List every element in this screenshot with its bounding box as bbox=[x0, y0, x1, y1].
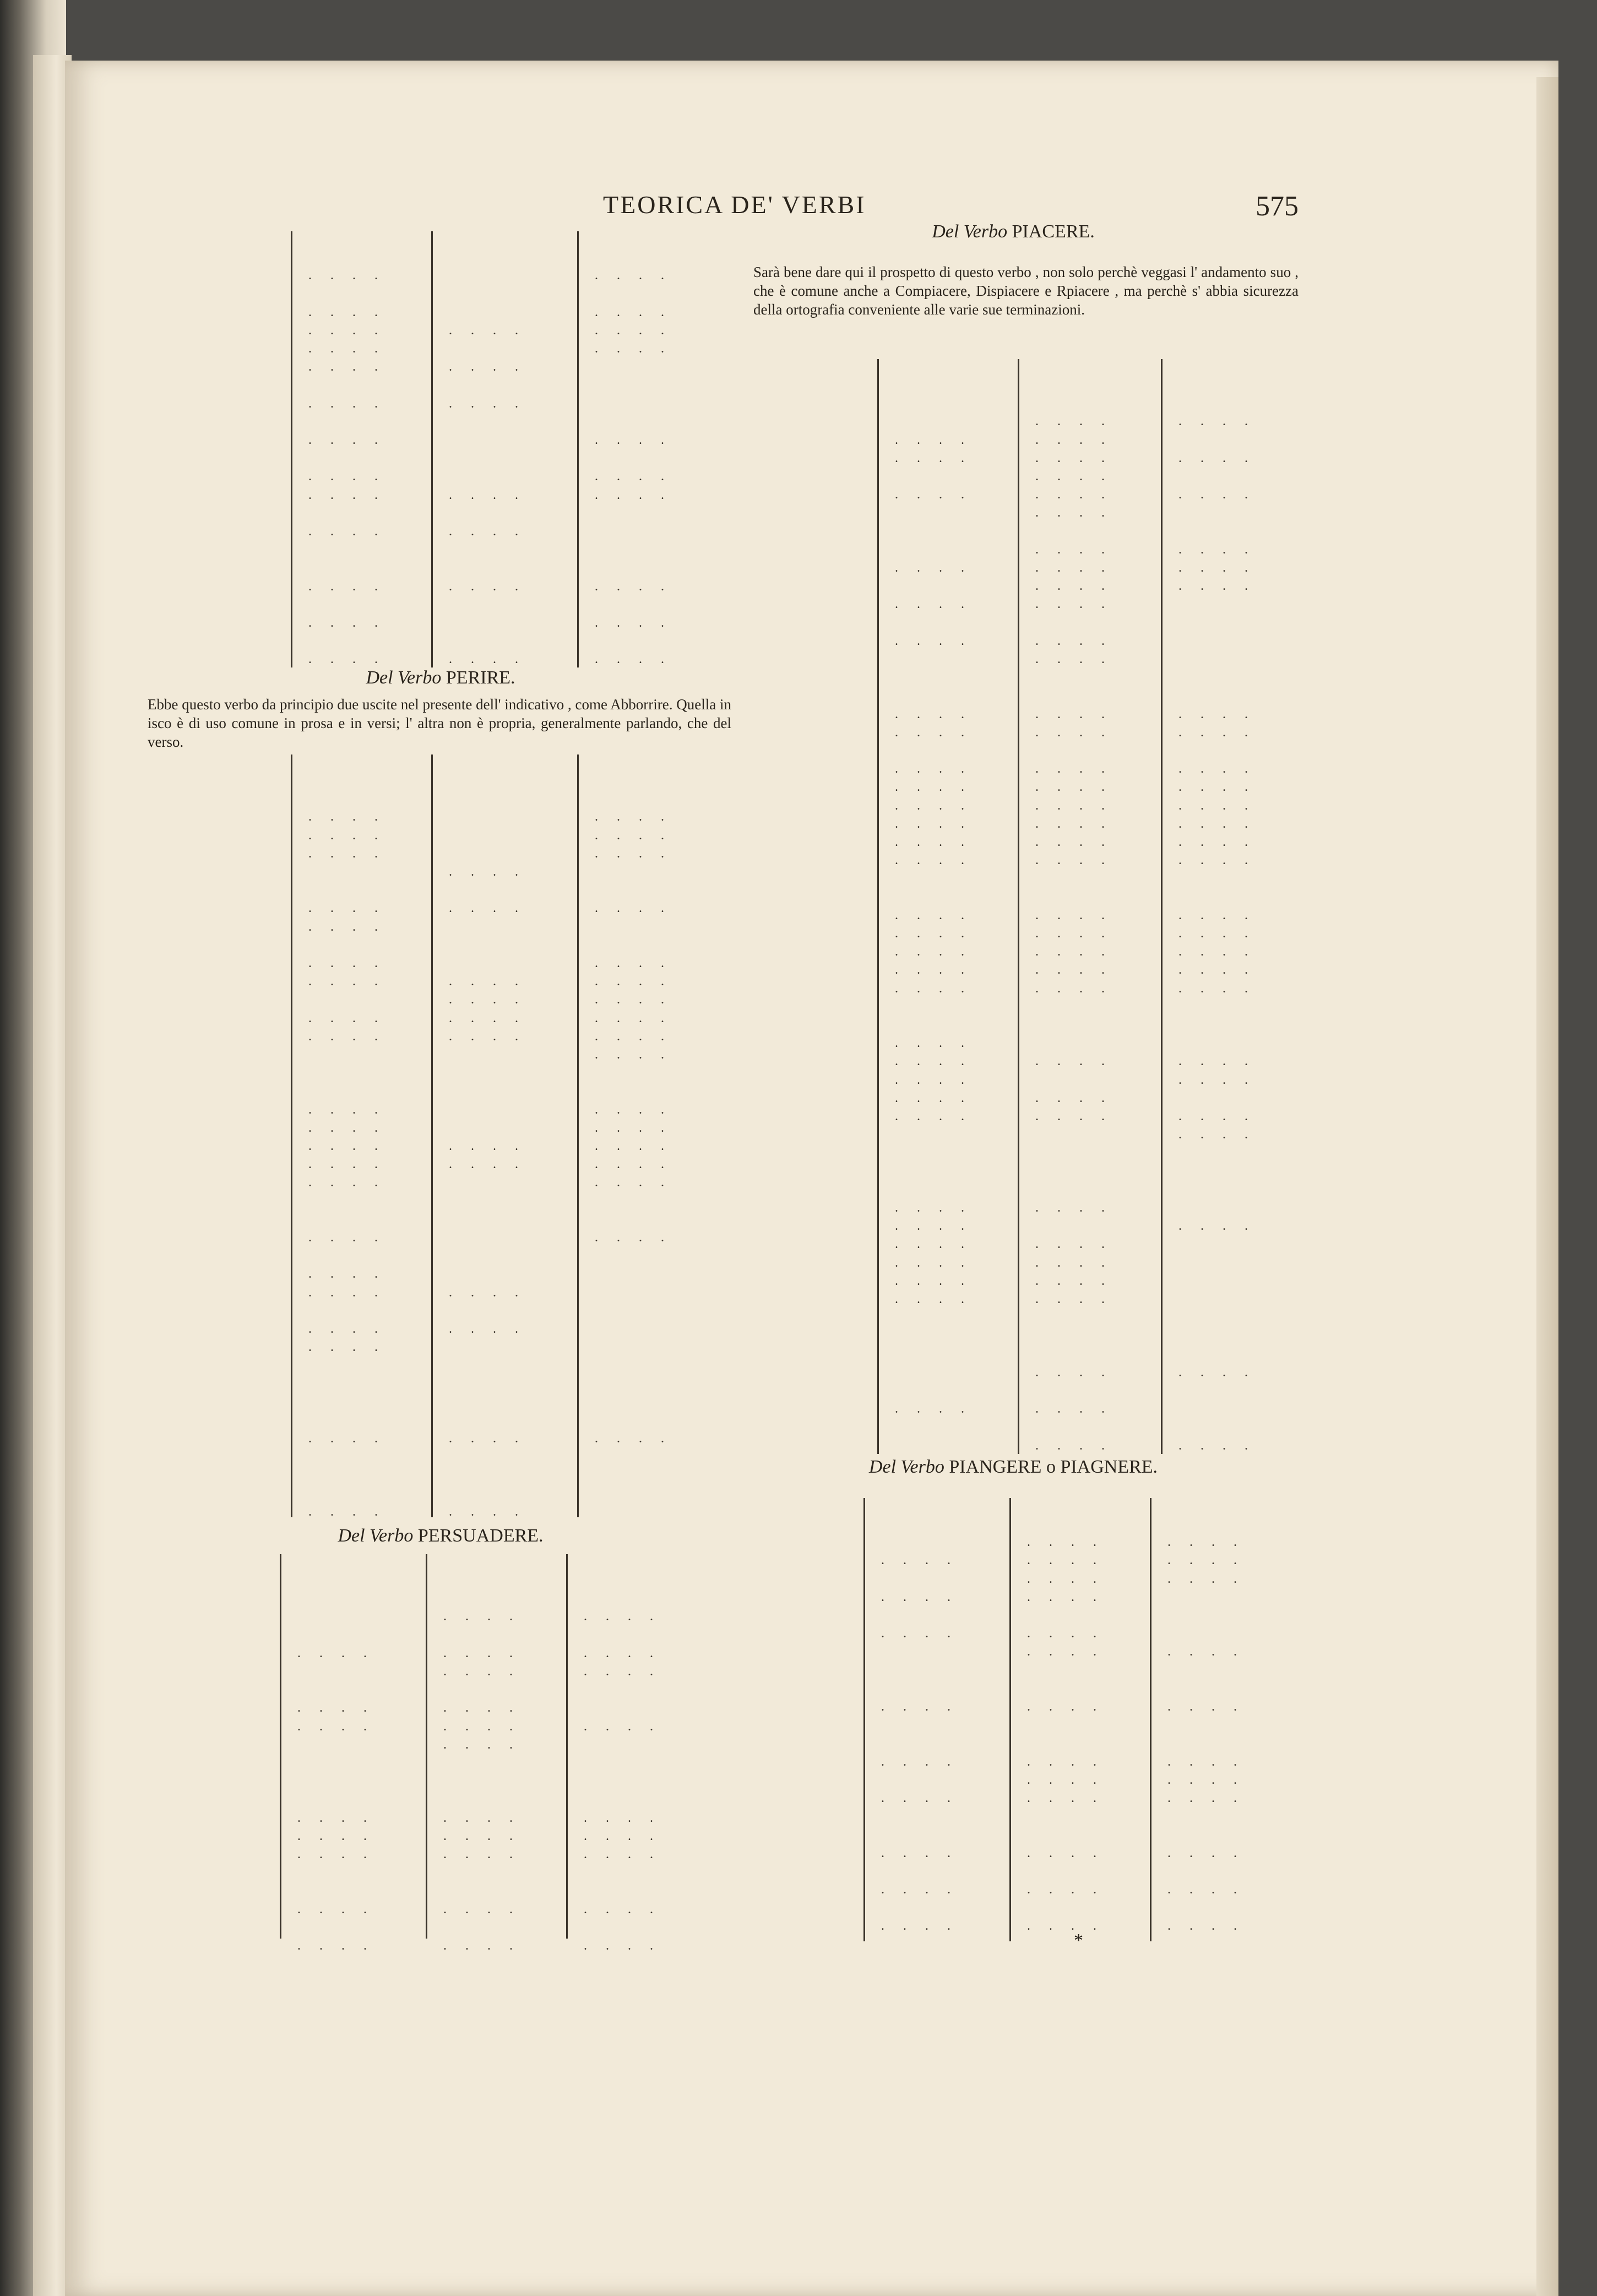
leader-dots: . . . . bbox=[1035, 762, 1112, 777]
leader-dots: . . . . bbox=[449, 1011, 526, 1025]
leader-dots: . . . . bbox=[584, 1646, 661, 1660]
leader-dots: . . . . bbox=[308, 901, 385, 916]
leader-dots: . . . . bbox=[595, 268, 672, 283]
leader-dots: . . . . bbox=[1027, 1589, 1104, 1604]
leader-dots: . . . . bbox=[584, 1664, 661, 1679]
leader-dots: . . . . bbox=[1027, 1754, 1104, 1769]
leader-dots: . . . . bbox=[1178, 981, 1256, 996]
leader-dots: . . . . bbox=[308, 956, 385, 970]
leader-dots: . . . . bbox=[308, 1431, 385, 1446]
leader-dots: . . . . bbox=[1178, 926, 1256, 941]
leader-dots: . . . . bbox=[308, 341, 385, 356]
section-title-prefix: Del Verbo bbox=[868, 1457, 944, 1477]
leader-dots: . . . . bbox=[308, 846, 385, 861]
column-rule bbox=[577, 755, 579, 1517]
leader-dots: . . . . bbox=[881, 1553, 958, 1568]
leader-dots: . . . . bbox=[449, 1029, 526, 1044]
leader-dots: . . . . bbox=[595, 1157, 672, 1172]
section-title bbox=[738, 1457, 1289, 1478]
leader-dots: . . . . bbox=[595, 1431, 672, 1446]
leader-dots: . . . . bbox=[443, 1664, 520, 1679]
leader-dots: . . . . bbox=[895, 1237, 972, 1252]
section-title bbox=[165, 1526, 716, 1546]
leader-dots: . . . . bbox=[297, 1902, 374, 1917]
leader-dots: . . . . bbox=[443, 1609, 520, 1624]
leader-dots: . . . . bbox=[443, 1828, 520, 1843]
leader-dots: . . . . bbox=[595, 469, 672, 484]
leader-dots: . . . . bbox=[895, 1090, 972, 1105]
leader-dots: . . . . bbox=[1178, 542, 1256, 557]
leader-dots: . . . . bbox=[308, 323, 385, 338]
leader-dots: . . . . bbox=[1035, 487, 1112, 502]
leader-dots: . . . . bbox=[1178, 945, 1256, 959]
leader-dots: . . . . bbox=[443, 1810, 520, 1825]
running-head: TEORICA DE' VERBI bbox=[603, 191, 866, 219]
leader-dots: . . . . bbox=[584, 1810, 661, 1825]
leader-dots: . . . . bbox=[449, 487, 526, 502]
leader-dots: . . . . bbox=[1178, 963, 1256, 978]
column-rule bbox=[566, 1554, 568, 1939]
leader-dots: . . . . bbox=[1035, 432, 1112, 447]
leader-dots: . . . . bbox=[308, 616, 385, 630]
leader-dots: . . . . bbox=[449, 652, 526, 667]
leader-dots: . . . . bbox=[1178, 1072, 1256, 1087]
leader-dots: . . . . bbox=[881, 1882, 958, 1897]
leader-dots: . . . . bbox=[308, 524, 385, 539]
leader-dots: . . . . bbox=[1035, 1438, 1112, 1453]
leader-dots: . . . . bbox=[297, 1847, 374, 1861]
section-title bbox=[738, 221, 1289, 242]
leader-dots: . . . . bbox=[308, 1340, 385, 1355]
column-rule bbox=[877, 359, 879, 1454]
leader-dots: . . . . bbox=[895, 561, 972, 575]
leader-dots: . . . . bbox=[1035, 1365, 1112, 1380]
leader-dots: . . . . bbox=[1178, 1365, 1256, 1380]
paragraph: Sarà bene dare qui il prospetto di questo verbo , non solo perchè veggasi l' andamento suo , che è comune anche a Compiacere, Dispiacere e Rpiacere , ma perchè s' abbia sicurezza della ortografia conveniente alle varie sue terminazioni. bbox=[753, 264, 1299, 318]
leader-dots: . . . . bbox=[895, 725, 972, 740]
leader-dots: . . . . bbox=[595, 828, 672, 843]
leader-dots: . . . . bbox=[449, 1505, 526, 1519]
leader-dots: . . . . bbox=[895, 487, 972, 502]
leader-dots: . . . . bbox=[1167, 1882, 1245, 1897]
leader-dots: . . . . bbox=[1027, 1882, 1104, 1897]
leader-dots: . . . . bbox=[1027, 1571, 1104, 1586]
leader-dots: . . . . bbox=[895, 926, 972, 941]
leader-dots: . . . . bbox=[895, 762, 972, 777]
leader-dots: . . . . bbox=[881, 1846, 958, 1860]
leader-dots: . . . . bbox=[449, 396, 526, 411]
leader-dots: . . . . bbox=[308, 828, 385, 843]
leader-dots: . . . . bbox=[308, 360, 385, 374]
leader-dots: . . . . bbox=[595, 579, 672, 594]
leader-dots: . . . . bbox=[1027, 1553, 1104, 1568]
leader-dots: . . . . bbox=[308, 579, 385, 594]
column-rule bbox=[426, 1554, 427, 1939]
leader-dots: . . . . bbox=[895, 835, 972, 849]
leader-dots: . . . . bbox=[881, 1919, 958, 1934]
leader-dots: . . . . bbox=[1167, 1553, 1245, 1568]
leader-dots: . . . . bbox=[1035, 1273, 1112, 1288]
leader-dots: . . . . bbox=[595, 1047, 672, 1062]
leader-dots: . . . . bbox=[1035, 1201, 1112, 1215]
leader-dots: . . . . bbox=[449, 1157, 526, 1172]
leader-dots: . . . . bbox=[1035, 1292, 1112, 1306]
leader-dots: . . . . bbox=[895, 1292, 972, 1306]
leader-dots: . . . . bbox=[595, 1102, 672, 1117]
leader-dots: . . . . bbox=[1035, 450, 1112, 465]
leader-dots: . . . . bbox=[308, 396, 385, 411]
section-title-word: PIACERE. bbox=[1007, 221, 1095, 242]
leader-dots: . . . . bbox=[584, 1902, 661, 1917]
leader-dots: . . . . bbox=[895, 1109, 972, 1123]
leader-dots: . . . . bbox=[895, 707, 972, 721]
leader-dots: . . . . bbox=[1035, 835, 1112, 849]
leader-dots: . . . . bbox=[895, 450, 972, 465]
leader-dots: . . . . bbox=[595, 433, 672, 447]
leader-dots: . . . . bbox=[895, 945, 972, 959]
leader-dots: . . . . bbox=[443, 1847, 520, 1861]
column-rule bbox=[577, 231, 579, 667]
leader-dots: . . . . bbox=[1027, 1919, 1104, 1934]
leader-dots: . . . . bbox=[443, 1719, 520, 1734]
leader-dots: . . . . bbox=[1167, 1772, 1245, 1787]
leader-dots: . . . . bbox=[449, 1285, 526, 1300]
section-title-word: PIANGERE o PIAGNERE. bbox=[944, 1457, 1158, 1477]
leader-dots: . . . . bbox=[449, 901, 526, 916]
page-edge bbox=[1536, 77, 1558, 2296]
leader-dots: . . . . bbox=[308, 974, 385, 989]
column-rule bbox=[291, 231, 292, 667]
leader-dots: . . . . bbox=[308, 305, 385, 319]
leader-dots: . . . . bbox=[1167, 1754, 1245, 1769]
leader-dots: . . . . bbox=[449, 1322, 526, 1336]
leader-dots: . . . . bbox=[449, 974, 526, 989]
section-title-prefix: Del Verbo bbox=[366, 667, 442, 688]
leader-dots: . . . . bbox=[1035, 633, 1112, 648]
leader-dots: . . . . bbox=[297, 1810, 374, 1825]
column-rule bbox=[280, 1554, 281, 1939]
leader-dots: . . . . bbox=[308, 810, 385, 824]
leader-dots: . . . . bbox=[308, 1120, 385, 1135]
leader-dots: . . . . bbox=[895, 1072, 972, 1087]
leader-dots: . . . . bbox=[895, 1219, 972, 1234]
leader-dots: . . . . bbox=[1035, 469, 1112, 484]
leader-dots: . . . . bbox=[595, 305, 672, 319]
leader-dots: . . . . bbox=[595, 901, 672, 916]
leader-dots: . . . . bbox=[595, 992, 672, 1007]
leader-dots: . . . . bbox=[1035, 414, 1112, 429]
leader-dots: . . . . bbox=[584, 1939, 661, 1953]
leader-dots: . . . . bbox=[1035, 506, 1112, 520]
leader-dots: . . . . bbox=[443, 1646, 520, 1660]
leader-dots: . . . . bbox=[1035, 816, 1112, 831]
leader-dots: . . . . bbox=[308, 1139, 385, 1153]
leader-dots: . . . . bbox=[308, 1157, 385, 1172]
leader-dots: . . . . bbox=[595, 487, 672, 502]
leader-dots: . . . . bbox=[1035, 542, 1112, 557]
leader-dots: . . . . bbox=[1035, 1109, 1112, 1123]
leader-dots: . . . . bbox=[895, 633, 972, 648]
leader-dots: . . . . bbox=[1167, 1791, 1245, 1805]
leader-dots: . . . . bbox=[895, 1054, 972, 1069]
column-rule bbox=[863, 1498, 865, 1941]
column-rule bbox=[291, 755, 292, 1517]
leader-dots: . . . . bbox=[1178, 816, 1256, 831]
leader-dots: . . . . bbox=[881, 1626, 958, 1641]
leader-dots: . . . . bbox=[1178, 853, 1256, 868]
section-title-prefix: Del Verbo bbox=[932, 221, 1008, 242]
leader-dots: . . . . bbox=[1178, 579, 1256, 594]
leader-dots: . . . . bbox=[895, 597, 972, 612]
leader-dots: . . . . bbox=[449, 865, 526, 879]
leader-dots: . . . . bbox=[1035, 725, 1112, 740]
leader-dots: . . . . bbox=[443, 1737, 520, 1752]
leader-dots: . . . . bbox=[308, 1505, 385, 1519]
leader-dots: . . . . bbox=[1167, 1644, 1245, 1659]
leader-dots: . . . . bbox=[1027, 1644, 1104, 1659]
leader-dots: . . . . bbox=[881, 1700, 958, 1714]
leader-dots: . . . . bbox=[881, 1589, 958, 1604]
leader-dots: . . . . bbox=[1167, 1919, 1245, 1934]
leader-dots: . . . . bbox=[1035, 1090, 1112, 1105]
leader-dots: . . . . bbox=[881, 1754, 958, 1769]
leader-dots: . . . . bbox=[308, 433, 385, 447]
leader-dots: . . . . bbox=[1178, 487, 1256, 502]
asterisk-ornament: * bbox=[1074, 1930, 1083, 1951]
leader-dots: . . . . bbox=[1178, 1054, 1256, 1069]
leader-dots: . . . . bbox=[1178, 1127, 1256, 1142]
leader-dots: . . . . bbox=[595, 810, 672, 824]
leader-dots: . . . . bbox=[1035, 1255, 1112, 1270]
leader-dots: . . . . bbox=[595, 616, 672, 630]
leader-dots: . . . . bbox=[308, 1267, 385, 1282]
leader-dots: . . . . bbox=[595, 974, 672, 989]
leader-dots: . . . . bbox=[308, 1322, 385, 1336]
leader-dots: . . . . bbox=[895, 816, 972, 831]
column-rule bbox=[431, 231, 433, 667]
leader-dots: . . . . bbox=[895, 780, 972, 795]
leader-dots: . . . . bbox=[595, 1029, 672, 1044]
column-rule bbox=[1150, 1498, 1151, 1941]
leader-dots: . . . . bbox=[1035, 926, 1112, 941]
paragraph: Ebbe questo verbo da principio due uscite nel presente dell' indicativo , come Abborrire. Quella in isco è di uso comune in prosa e in versi; l' altra non è propria, generalmente parlando, che del verso. bbox=[148, 696, 731, 750]
leader-dots: . . . . bbox=[1035, 1402, 1112, 1416]
leader-dots: . . . . bbox=[1027, 1626, 1104, 1641]
leader-dots: . . . . bbox=[1035, 579, 1112, 594]
leader-dots: . . . . bbox=[297, 1701, 374, 1716]
leader-dots: . . . . bbox=[449, 524, 526, 539]
page bbox=[65, 61, 1558, 2296]
column-rule bbox=[431, 755, 433, 1517]
page-number: 575 bbox=[1256, 191, 1299, 222]
column-rule bbox=[1009, 1498, 1011, 1941]
leader-dots: . . . . bbox=[1035, 981, 1112, 996]
leader-dots: . . . . bbox=[449, 1431, 526, 1446]
leader-dots: . . . . bbox=[895, 1255, 972, 1270]
leader-dots: . . . . bbox=[595, 323, 672, 338]
leader-dots: . . . . bbox=[443, 1902, 520, 1917]
leader-dots: . . . . bbox=[449, 992, 526, 1007]
leader-dots: . . . . bbox=[1178, 725, 1256, 740]
leader-dots: . . . . bbox=[449, 360, 526, 374]
leader-dots: . . . . bbox=[1027, 1535, 1104, 1550]
leader-dots: . . . . bbox=[895, 1036, 972, 1051]
leader-dots: . . . . bbox=[895, 853, 972, 868]
leader-dots: . . . . bbox=[297, 1719, 374, 1734]
leader-dots: . . . . bbox=[1035, 963, 1112, 978]
leader-dots: . . . . bbox=[1035, 945, 1112, 959]
leader-dots: . . . . bbox=[1027, 1772, 1104, 1787]
leader-dots: . . . . bbox=[595, 1139, 672, 1153]
leader-dots: . . . . bbox=[895, 908, 972, 922]
leader-dots: . . . . bbox=[1178, 780, 1256, 795]
leader-dots: . . . . bbox=[297, 1939, 374, 1953]
section-title-prefix: Del Verbo bbox=[338, 1526, 414, 1546]
leader-dots: . . . . bbox=[595, 1175, 672, 1190]
section-title bbox=[165, 667, 716, 688]
leader-dots: . . . . bbox=[1178, 835, 1256, 849]
leader-dots: . . . . bbox=[297, 1828, 374, 1843]
leader-dots: . . . . bbox=[297, 1646, 374, 1660]
leader-dots: . . . . bbox=[308, 469, 385, 484]
column-rule bbox=[1161, 359, 1163, 1454]
leader-dots: . . . . bbox=[1178, 798, 1256, 813]
leader-dots: . . . . bbox=[308, 487, 385, 502]
leader-dots: . . . . bbox=[595, 652, 672, 667]
leader-dots: . . . . bbox=[443, 1701, 520, 1716]
leader-dots: . . . . bbox=[449, 579, 526, 594]
leader-dots: . . . . bbox=[895, 963, 972, 978]
leader-dots: . . . . bbox=[595, 1230, 672, 1245]
leader-dots: . . . . bbox=[308, 1011, 385, 1025]
leader-dots: . . . . bbox=[595, 846, 672, 861]
leader-dots: . . . . bbox=[1167, 1571, 1245, 1586]
leader-dots: . . . . bbox=[308, 1285, 385, 1300]
leader-dots: . . . . bbox=[895, 1201, 972, 1215]
leader-dots: . . . . bbox=[1178, 908, 1256, 922]
leader-dots: . . . . bbox=[1035, 597, 1112, 612]
leader-dots: . . . . bbox=[308, 1175, 385, 1190]
leader-dots: . . . . bbox=[895, 1273, 972, 1288]
leader-dots: . . . . bbox=[881, 1791, 958, 1805]
section-title-word: PERIRE. bbox=[441, 667, 515, 688]
leader-dots: . . . . bbox=[895, 981, 972, 996]
leader-dots: . . . . bbox=[895, 432, 972, 447]
leader-dots: . . . . bbox=[1167, 1700, 1245, 1714]
leader-dots: . . . . bbox=[1178, 762, 1256, 777]
leader-dots: . . . . bbox=[308, 652, 385, 667]
leader-dots: . . . . bbox=[1035, 908, 1112, 922]
leader-dots: . . . . bbox=[1178, 450, 1256, 465]
leader-dots: . . . . bbox=[1035, 798, 1112, 813]
leader-dots: . . . . bbox=[595, 341, 672, 356]
leader-dots: . . . . bbox=[584, 1719, 661, 1734]
leader-dots: . . . . bbox=[1035, 1054, 1112, 1069]
leader-dots: . . . . bbox=[1178, 1438, 1256, 1453]
leader-dots: . . . . bbox=[584, 1828, 661, 1843]
column-rule bbox=[1018, 359, 1019, 1454]
leader-dots: . . . . bbox=[1178, 561, 1256, 575]
leader-dots: . . . . bbox=[449, 323, 526, 338]
leader-dots: . . . . bbox=[1035, 780, 1112, 795]
leader-dots: . . . . bbox=[443, 1939, 520, 1953]
leader-dots: . . . . bbox=[595, 1120, 672, 1135]
leader-dots: . . . . bbox=[595, 956, 672, 970]
leader-dots: . . . . bbox=[308, 919, 385, 934]
leader-dots: . . . . bbox=[584, 1609, 661, 1624]
leader-dots: . . . . bbox=[1035, 707, 1112, 721]
leader-dots: . . . . bbox=[1035, 561, 1112, 575]
leader-dots: . . . . bbox=[1027, 1846, 1104, 1860]
leader-dots: . . . . bbox=[1178, 707, 1256, 721]
leader-dots: . . . . bbox=[1027, 1700, 1104, 1714]
leader-dots: . . . . bbox=[895, 798, 972, 813]
leader-dots: . . . . bbox=[308, 268, 385, 283]
leader-dots: . . . . bbox=[1035, 853, 1112, 868]
leader-dots: . . . . bbox=[1035, 652, 1112, 666]
leader-dots: . . . . bbox=[1167, 1846, 1245, 1860]
leader-dots: . . . . bbox=[1178, 1109, 1256, 1123]
leader-dots: . . . . bbox=[308, 1029, 385, 1044]
leader-dots: . . . . bbox=[308, 1102, 385, 1117]
leader-dots: . . . . bbox=[1167, 1535, 1245, 1550]
leader-dots: . . . . bbox=[1035, 1237, 1112, 1252]
leader-dots: . . . . bbox=[308, 1230, 385, 1245]
leader-dots: . . . . bbox=[1178, 414, 1256, 429]
leader-dots: . . . . bbox=[449, 1139, 526, 1153]
leader-dots: . . . . bbox=[895, 1402, 972, 1416]
leader-dots: . . . . bbox=[1027, 1791, 1104, 1805]
leader-dots: . . . . bbox=[584, 1847, 661, 1861]
section-title-word: PERSUADERE. bbox=[413, 1526, 544, 1546]
leader-dots: . . . . bbox=[1178, 1219, 1256, 1234]
leader-dots: . . . . bbox=[595, 1011, 672, 1025]
